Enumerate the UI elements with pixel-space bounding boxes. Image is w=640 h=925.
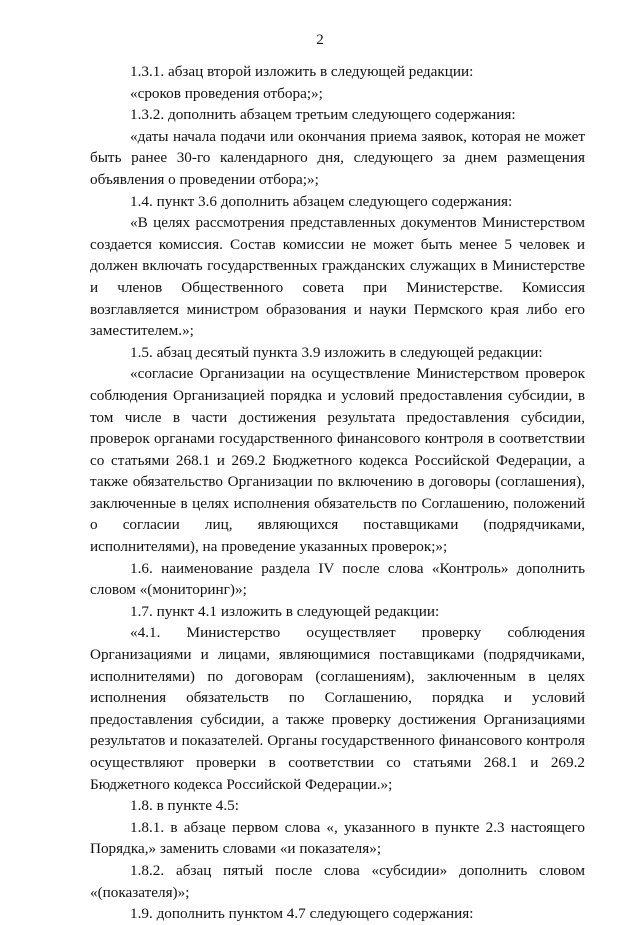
paragraph-1-8-2: 1.8.2. абзац пятый после слова «субсидии» дополнить словом «(показателя)»; — [90, 861, 585, 901]
paragraph-1-3-1: 1.3.1. абзац второй изложить в следующей редакции: — [130, 63, 474, 80]
paragraph-1-3-2: 1.3.2. дополнить абзацем третьим следующего содержания: — [130, 106, 516, 124]
paragraph-1-8: 1.8. в пункте 4.5: — [130, 797, 239, 815]
paragraph-quote-4-1: «4.1. Министерство осуществляет проверку соблюдения Организациями и лицами, являющимися поставщиками (подрядчиками, исполнителями) по договорам (соглашениям), заключенным в целях исполнения обязательств по Соглашению, порядка и условий предоставления субсидии, а также проверку достижения Организациями результатов и показателей. Органы государственного финансового контроля осуществляют проверки в соответствии со статьями 268.1 и 269.2 Бюджетного кодекса Российской Федерации.»; — [90, 624, 585, 793]
paragraph-1-9: 1.9. дополнить пунктом 4.7 следующего содержания: — [130, 905, 474, 923]
paragraph-1-5: 1.5. абзац десятый пункта 3.9 изложить в следующей редакции: — [130, 343, 543, 361]
paragraph-quote-application-dates: «даты начала подачи или окончания приема заявок, которая не может быть ранее 30-го календарного дня, следующего за днем размещения объявления о проведении отбора;»; — [90, 127, 585, 188]
paragraph-quote-commission: «В целях рассмотрения представленных документов Министерством создается комиссия. Состав комиссии не может быть менее 5 человек и должен включать государственных гражданских служащих в Министерстве и членов Общественного совета при Министерстве. Комиссия возглавляется министром образования и науки Пермского края либо его заместителем.»; — [90, 214, 585, 340]
paragraph-1-8-1: 1.8.1. в абзаце первом слова «, указанного в пункте 2.3 настоящего Порядка,» заменить словами «и показателя»; — [90, 818, 585, 858]
paragraph-1-4: 1.4. пункт 3.6 дополнить абзацем следующего содержания: — [130, 192, 513, 210]
paragraph-quote-consent: «согласие Организации на осуществление Министерством проверок соблюдения Организацией порядка и условий предоставления субсидии, в том числе в части достижения результата предоставления субсидии, проверок органами государственного финансового контроля в соответствии со статьями 268.1 и 269.2 Бюджетного кодекса Российской Федерации, а также обязательство Организации по включению в договоры (соглашения), заключенные в целях исполнения обязательств по Соглашению, положений о согласии лиц, являющихся поставщиками (подрядчиками, исполнителями), на проведение указанных проверок;»; — [90, 365, 585, 556]
paragraph-quote-selection-period: «сроков проведения отбора;»; — [130, 84, 323, 102]
document-body — [90, 61, 585, 925]
page-number: 2 — [316, 32, 324, 48]
paragraph-1-6: 1.6. наименование раздела IV после слова «Контроль» дополнить словом «(мониторинг)»; — [90, 559, 585, 599]
paragraph-1-7: 1.7. пункт 4.1 изложить в следующей редакции: — [130, 602, 440, 620]
